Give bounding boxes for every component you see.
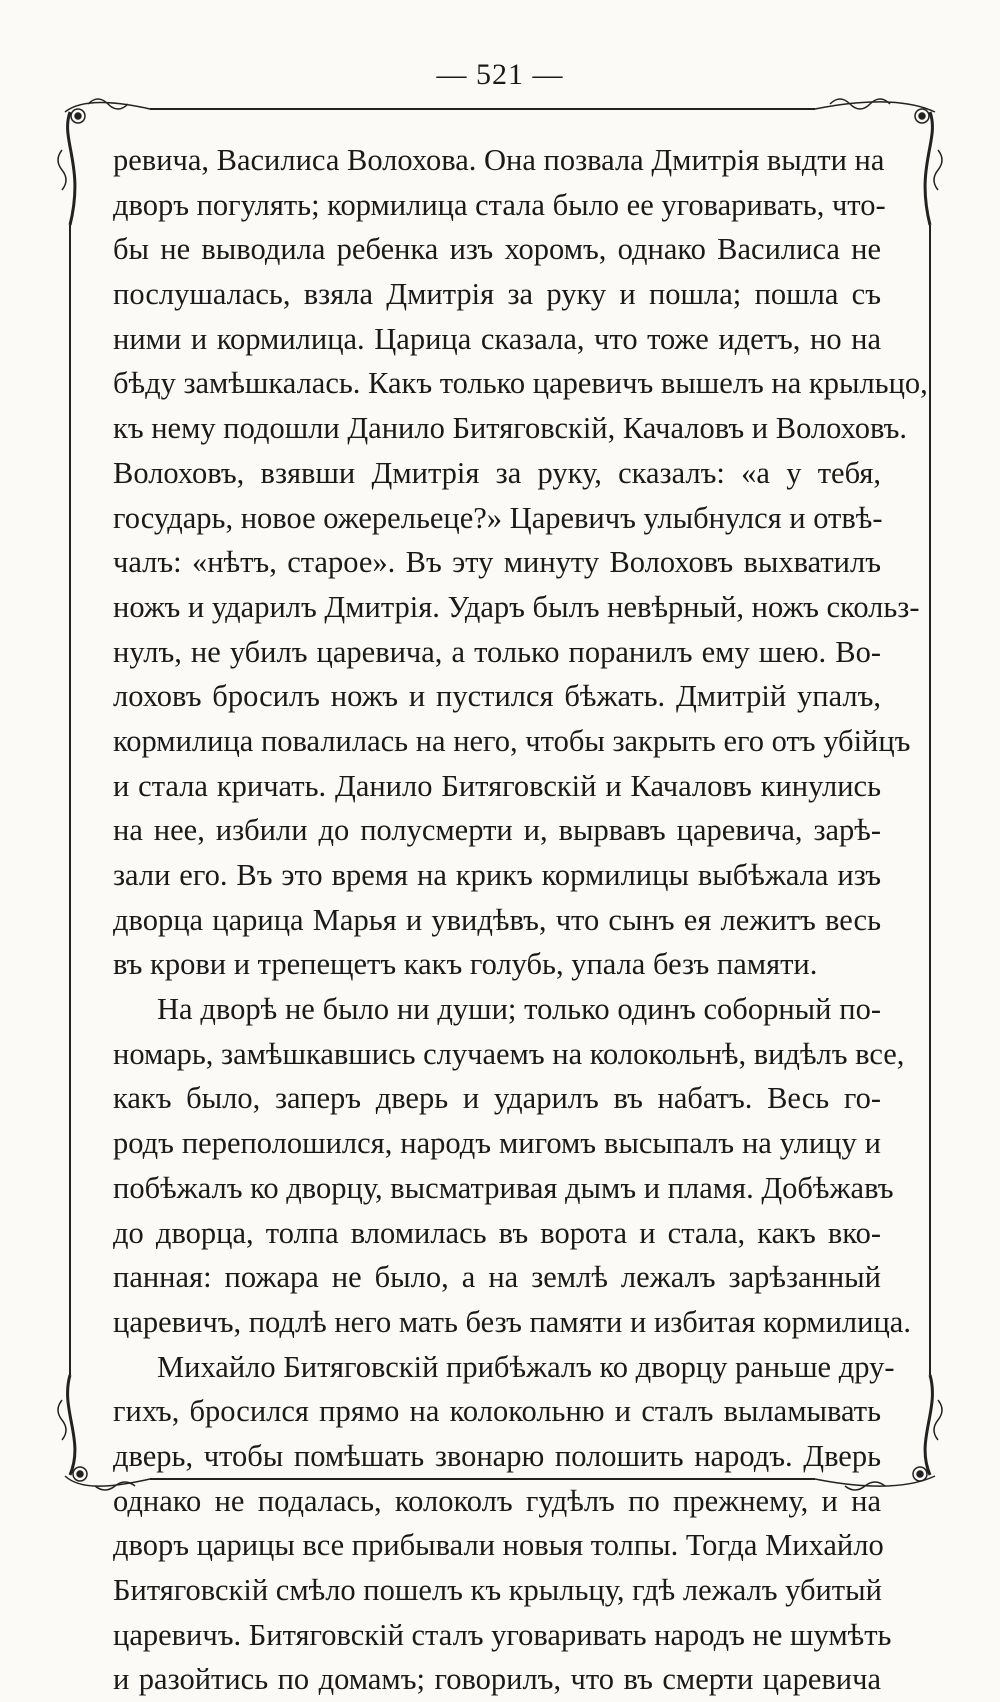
text-line: царевичъ, подлѣ него мать безъ памяти и избитая кормилица. xyxy=(113,1304,911,1339)
text-line: гихъ, бросился прямо на колокольню и сталъ выламывать xyxy=(113,1394,881,1429)
body-text xyxy=(113,138,928,1702)
text-line: лоховъ бросилъ ножъ и пустился бѣжать. Дмитрій упалъ, xyxy=(113,679,881,714)
text-line: однако не подалась, колоколъ гудѣлъ по прежнему, и на xyxy=(113,1483,881,1518)
text-line: въ крови и трепещетъ какъ голубь, упала безъ памяти. xyxy=(113,947,818,982)
text-line: къ нему подошли Данило Битяговскій, Качаловъ и Волоховъ. xyxy=(113,411,907,446)
text-line: бѣду замѣшкалась. Какъ только царевичъ вышелъ на крыльцо, xyxy=(113,366,928,401)
text-line: на нее, избили до полусмерти и, вырвавъ царевича, зарѣ- xyxy=(113,813,881,848)
text-line: царевичъ. Битяговскій сталъ уговаривать народъ не шумѣть xyxy=(113,1617,892,1652)
text-line: ревича, Василиса Волохова. Она позвала Дмитрія выдти на xyxy=(113,143,885,177)
text-line: чалъ: «нѣтъ, старое». Въ эту минуту Волоховъ выхватилъ xyxy=(113,545,881,580)
text-line: дворъ царицы все прибывали новыя толпы. Тогда Михайло xyxy=(113,1528,884,1563)
text-line: Волоховъ, взявши Дмитрія за руку, сказалъ: «а у тебя, xyxy=(113,455,881,490)
text-line: ними и кормилица. Царица сказала, что тоже идетъ, но на xyxy=(113,321,881,356)
text-line: панная: пожара не было, а на землѣ лежалъ зарѣзанный xyxy=(113,1260,881,1295)
text-line: Битяговскій смѣло пошелъ къ крыльцу, гдѣ лежалъ убитый xyxy=(113,1573,882,1607)
text-line: Михайло Битяговскій прибѣжалъ ко дворцу раньше дру- xyxy=(157,1349,895,1384)
text-line: послушалась, взяла Дмитрія за руку и пошла; пошла съ xyxy=(113,277,881,312)
text-line: и разойтись по домамъ; говорилъ, что въ смерти царевича xyxy=(113,1662,881,1697)
text-line: какъ было, заперъ дверь и ударилъ въ набатъ. Весь го- xyxy=(113,1081,881,1116)
text-line: кормилица повалилась на него, чтобы закрыть его отъ убійцъ xyxy=(113,723,911,758)
text-line: ножъ и ударилъ Дмитрія. Ударъ былъ невѣрный, ножъ скольз- xyxy=(113,589,920,624)
text-line: до дворца, толпа вломилась въ ворота и стала, какъ вко- xyxy=(113,1215,881,1250)
text-line: государь, новое ожерельеце?» Царевичъ улыбнулся и отвѣ- xyxy=(113,500,883,535)
text-line: и стала кричать. Данило Битяговскій и Качаловъ кинулись xyxy=(113,768,881,803)
page-number: — 521 — xyxy=(436,58,564,91)
text-line: дворъ погулять; кормилица стала было ее уговаривать, что- xyxy=(113,187,886,222)
text-line: На дворѣ не было ни души; только одинъ соборный по- xyxy=(157,992,881,1027)
text-line: родъ переполошился, народъ мигомъ высыпалъ на улицу и xyxy=(113,1126,881,1161)
text-line: зали его. Въ это время на крикъ кормилицы выбѣжала изъ xyxy=(113,858,881,892)
text-line: дворца царица Марья и увидѣвъ, что сынъ ея лежитъ весь xyxy=(113,902,881,937)
text-line: бы не выводила ребенка изъ хоромъ, однако Василиса не xyxy=(113,232,881,267)
text-line: нулъ, не убилъ царевича, а только поранилъ ему шею. Во- xyxy=(113,634,881,669)
text-line: дверь, чтобы помѣшать звонарю полошить народъ. Дверь xyxy=(113,1438,881,1473)
text-line: побѣжалъ ко дворцу, высматривая дымъ и пламя. Добѣжавъ xyxy=(113,1170,894,1205)
text-line: номарь, замѣшкавшись случаемъ на колокольнѣ, видѣлъ все, xyxy=(113,1036,905,1071)
